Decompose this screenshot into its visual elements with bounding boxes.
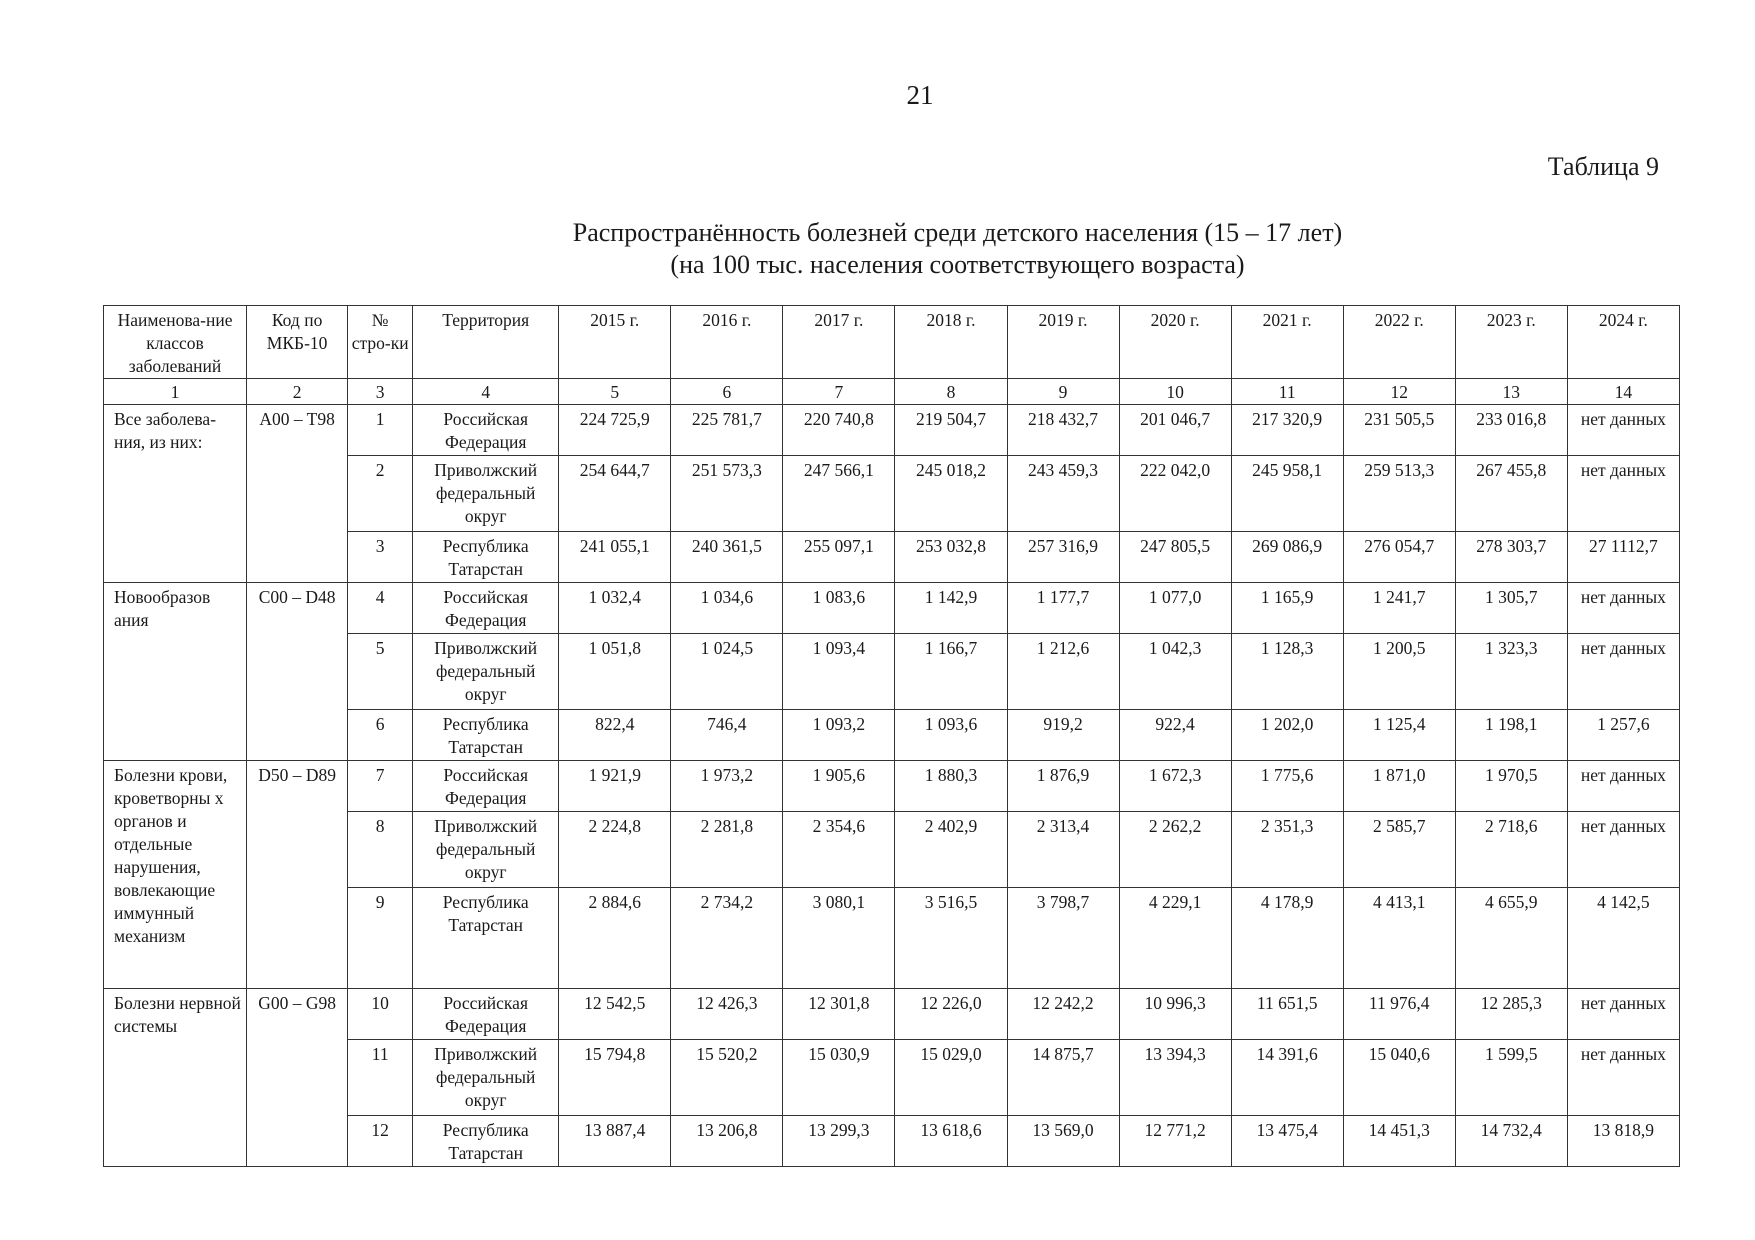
value-cell: 241 055,1	[559, 532, 671, 583]
column-header: 2020 г.	[1119, 306, 1231, 379]
value-cell: 225 781,7	[671, 405, 783, 456]
prevalence-table	[103, 305, 1680, 1167]
value-cell: 3 080,1	[783, 888, 895, 989]
column-header: Территория	[413, 306, 559, 379]
row-number: 2	[348, 456, 413, 532]
row-number: 6	[348, 710, 413, 761]
page-number: 21	[906, 80, 934, 110]
value-cell: 240 361,5	[671, 532, 783, 583]
column-number: 4	[413, 379, 559, 405]
territory: Республика Татарстан	[413, 888, 559, 989]
value-cell: 2 718,6	[1455, 812, 1567, 888]
icd-code: C00 – D48	[247, 583, 348, 761]
value-cell: 13 299,3	[783, 1116, 895, 1167]
value-cell: 217 320,9	[1231, 405, 1343, 456]
value-cell: 15 029,0	[895, 1040, 1007, 1116]
row-number: 12	[348, 1116, 413, 1167]
title-line-2: (на 100 тыс. населения соответствующего возраста)	[670, 250, 1245, 279]
value-cell: 1 905,6	[783, 761, 895, 812]
disease-class: Болезни нервной системы	[104, 989, 247, 1167]
value-cell: нет данных	[1567, 456, 1679, 532]
row-number: 5	[348, 634, 413, 710]
icd-code: G00 – G98	[247, 989, 348, 1167]
value-cell: 1 077,0	[1119, 583, 1231, 634]
column-number: 9	[1007, 379, 1119, 405]
column-number: 11	[1231, 379, 1343, 405]
column-number: 3	[348, 379, 413, 405]
value-cell: 1 165,9	[1231, 583, 1343, 634]
value-cell: 218 432,7	[1007, 405, 1119, 456]
value-cell: 4 178,9	[1231, 888, 1343, 989]
value-cell: 4 229,1	[1119, 888, 1231, 989]
territory: Республика Татарстан	[413, 532, 559, 583]
column-header: 2021 г.	[1231, 306, 1343, 379]
value-cell: 12 226,0	[895, 989, 1007, 1040]
value-cell: 1 093,6	[895, 710, 1007, 761]
value-cell: 1 093,2	[783, 710, 895, 761]
value-cell: 245 018,2	[895, 456, 1007, 532]
value-cell: 14 391,6	[1231, 1040, 1343, 1116]
value-cell: 13 569,0	[1007, 1116, 1119, 1167]
value-cell: 10 996,3	[1119, 989, 1231, 1040]
column-header: 2022 г.	[1343, 306, 1455, 379]
value-cell: нет данных	[1567, 405, 1679, 456]
column-number: 10	[1119, 379, 1231, 405]
value-cell: 822,4	[559, 710, 671, 761]
value-cell: 1 871,0	[1343, 761, 1455, 812]
territory: Российская Федерация	[413, 761, 559, 812]
value-cell: 13 887,4	[559, 1116, 671, 1167]
value-cell: 2 585,7	[1343, 812, 1455, 888]
value-cell: 222 042,0	[1119, 456, 1231, 532]
row-number: 8	[348, 812, 413, 888]
row-number: 10	[348, 989, 413, 1040]
value-cell: 1 198,1	[1455, 710, 1567, 761]
table-title	[0, 217, 1755, 281]
value-cell: 922,4	[1119, 710, 1231, 761]
value-cell: 1 200,5	[1343, 634, 1455, 710]
column-number: 5	[559, 379, 671, 405]
value-cell: 13 206,8	[671, 1116, 783, 1167]
value-cell: 1 125,4	[1343, 710, 1455, 761]
value-cell: 14 732,4	[1455, 1116, 1567, 1167]
row-number: 3	[348, 532, 413, 583]
value-cell: нет данных	[1567, 1040, 1679, 1116]
column-header: 2015 г.	[559, 306, 671, 379]
value-cell: нет данных	[1567, 634, 1679, 710]
value-cell: 224 725,9	[559, 405, 671, 456]
value-cell: 11 976,4	[1343, 989, 1455, 1040]
value-cell: 1 034,6	[671, 583, 783, 634]
value-cell: 2 734,2	[671, 888, 783, 989]
table-label: Таблица 9	[1547, 152, 1659, 181]
territory: Приволжский федеральный округ	[413, 812, 559, 888]
value-cell: 1 177,7	[1007, 583, 1119, 634]
column-header: Код по МКБ-10	[247, 306, 348, 379]
value-cell: 1 202,0	[1231, 710, 1343, 761]
value-cell: 15 794,8	[559, 1040, 671, 1116]
column-header: 2019 г.	[1007, 306, 1119, 379]
value-cell: 1 257,6	[1567, 710, 1679, 761]
value-cell: 1 051,8	[559, 634, 671, 710]
value-cell: 233 016,8	[1455, 405, 1567, 456]
value-cell: 12 771,2	[1119, 1116, 1231, 1167]
value-cell: 12 242,2	[1007, 989, 1119, 1040]
value-cell: 1 142,9	[895, 583, 1007, 634]
value-cell: 269 086,9	[1231, 532, 1343, 583]
value-cell: 13 818,9	[1567, 1116, 1679, 1167]
value-cell: 201 046,7	[1119, 405, 1231, 456]
title-line-1: Распространённость болезней среди детского населения (15 – 17 лет)	[572, 218, 1343, 247]
column-number: 12	[1343, 379, 1455, 405]
value-cell: 13 394,3	[1119, 1040, 1231, 1116]
value-cell: 12 542,5	[559, 989, 671, 1040]
value-cell: 1 042,3	[1119, 634, 1231, 710]
territory: Приволжский федеральный округ	[413, 1040, 559, 1116]
value-cell: 2 402,9	[895, 812, 1007, 888]
value-cell: 1 032,4	[559, 583, 671, 634]
value-cell: 15 030,9	[783, 1040, 895, 1116]
value-cell: 2 354,6	[783, 812, 895, 888]
value-cell: 919,2	[1007, 710, 1119, 761]
territory: Республика Татарстан	[413, 1116, 559, 1167]
value-cell: 12 426,3	[671, 989, 783, 1040]
column-header: Наименова-ние классов заболеваний	[104, 306, 247, 379]
value-cell: 11 651,5	[1231, 989, 1343, 1040]
value-cell: 3 516,5	[895, 888, 1007, 989]
territory: Республика Татарстан	[413, 710, 559, 761]
value-cell: 1 599,5	[1455, 1040, 1567, 1116]
value-cell: 15 520,2	[671, 1040, 783, 1116]
value-cell: 1 672,3	[1119, 761, 1231, 812]
column-number-row	[104, 379, 1680, 405]
territory: Приволжский федеральный округ	[413, 634, 559, 710]
value-cell: 2 281,8	[671, 812, 783, 888]
row-number: 11	[348, 1040, 413, 1116]
value-cell: 2 262,2	[1119, 812, 1231, 888]
column-header: 2024 г.	[1567, 306, 1679, 379]
value-cell: 1 166,7	[895, 634, 1007, 710]
value-cell: 219 504,7	[895, 405, 1007, 456]
value-cell: 1 876,9	[1007, 761, 1119, 812]
value-cell: 2 313,4	[1007, 812, 1119, 888]
value-cell: нет данных	[1567, 812, 1679, 888]
value-cell: 1 880,3	[895, 761, 1007, 812]
column-number: 7	[783, 379, 895, 405]
value-cell: 243 459,3	[1007, 456, 1119, 532]
icd-code: D50 – D89	[247, 761, 348, 989]
column-number: 14	[1567, 379, 1679, 405]
value-cell: 14 451,3	[1343, 1116, 1455, 1167]
value-cell: 1 775,6	[1231, 761, 1343, 812]
value-cell: 1 970,5	[1455, 761, 1567, 812]
disease-class: Все заболева-ния, из них:	[104, 405, 247, 583]
row-number: 1	[348, 405, 413, 456]
column-number: 2	[247, 379, 348, 405]
header-row	[104, 306, 1680, 379]
value-cell: 267 455,8	[1455, 456, 1567, 532]
value-cell: 1 305,7	[1455, 583, 1567, 634]
value-cell: 12 301,8	[783, 989, 895, 1040]
value-cell: нет данных	[1567, 761, 1679, 812]
value-cell: 12 285,3	[1455, 989, 1567, 1040]
value-cell: 231 505,5	[1343, 405, 1455, 456]
value-cell: 1 212,6	[1007, 634, 1119, 710]
value-cell: 1 241,7	[1343, 583, 1455, 634]
value-cell: нет данных	[1567, 583, 1679, 634]
value-cell: 4 142,5	[1567, 888, 1679, 989]
value-cell: 3 798,7	[1007, 888, 1119, 989]
value-cell: 1 921,9	[559, 761, 671, 812]
value-cell: 4 655,9	[1455, 888, 1567, 989]
column-number: 8	[895, 379, 1007, 405]
column-number: 1	[104, 379, 247, 405]
value-cell: 247 566,1	[783, 456, 895, 532]
value-cell: 4 413,1	[1343, 888, 1455, 989]
value-cell: 251 573,3	[671, 456, 783, 532]
territory: Российская Федерация	[413, 583, 559, 634]
value-cell: 2 884,6	[559, 888, 671, 989]
territory: Российская Федерация	[413, 405, 559, 456]
value-cell: 13 475,4	[1231, 1116, 1343, 1167]
value-cell: 746,4	[671, 710, 783, 761]
value-cell: 220 740,8	[783, 405, 895, 456]
value-cell: 27 1112,7	[1567, 532, 1679, 583]
value-cell: 1 973,2	[671, 761, 783, 812]
value-cell: 255 097,1	[783, 532, 895, 583]
territory: Российская Федерация	[413, 989, 559, 1040]
column-header: № стро-ки	[348, 306, 413, 379]
table-row	[104, 405, 1680, 456]
row-number: 9	[348, 888, 413, 989]
value-cell: 259 513,3	[1343, 456, 1455, 532]
column-number: 13	[1455, 379, 1567, 405]
value-cell: 276 054,7	[1343, 532, 1455, 583]
territory: Приволжский федеральный округ	[413, 456, 559, 532]
column-header: 2018 г.	[895, 306, 1007, 379]
icd-code: A00 – T98	[247, 405, 348, 583]
table-row	[104, 989, 1680, 1040]
value-cell: 247 805,5	[1119, 532, 1231, 583]
value-cell: нет данных	[1567, 989, 1679, 1040]
row-number: 4	[348, 583, 413, 634]
value-cell: 2 351,3	[1231, 812, 1343, 888]
value-cell: 1 024,5	[671, 634, 783, 710]
value-cell: 253 032,8	[895, 532, 1007, 583]
table-row	[104, 761, 1680, 812]
column-header: 2017 г.	[783, 306, 895, 379]
value-cell: 1 093,4	[783, 634, 895, 710]
table-row	[104, 583, 1680, 634]
value-cell: 254 644,7	[559, 456, 671, 532]
value-cell: 1 128,3	[1231, 634, 1343, 710]
row-number: 7	[348, 761, 413, 812]
value-cell: 2 224,8	[559, 812, 671, 888]
value-cell: 13 618,6	[895, 1116, 1007, 1167]
value-cell: 15 040,6	[1343, 1040, 1455, 1116]
column-header: 2016 г.	[671, 306, 783, 379]
value-cell: 1 083,6	[783, 583, 895, 634]
column-number: 6	[671, 379, 783, 405]
value-cell: 257 316,9	[1007, 532, 1119, 583]
value-cell: 278 303,7	[1455, 532, 1567, 583]
disease-class: Новообразов ания	[104, 583, 247, 761]
column-header: 2023 г.	[1455, 306, 1567, 379]
value-cell: 245 958,1	[1231, 456, 1343, 532]
value-cell: 1 323,3	[1455, 634, 1567, 710]
disease-class: Болезни крови, кроветворны х органов и отдельные нарушения, вовлекающие иммунный механизм	[104, 761, 247, 989]
value-cell: 14 875,7	[1007, 1040, 1119, 1116]
